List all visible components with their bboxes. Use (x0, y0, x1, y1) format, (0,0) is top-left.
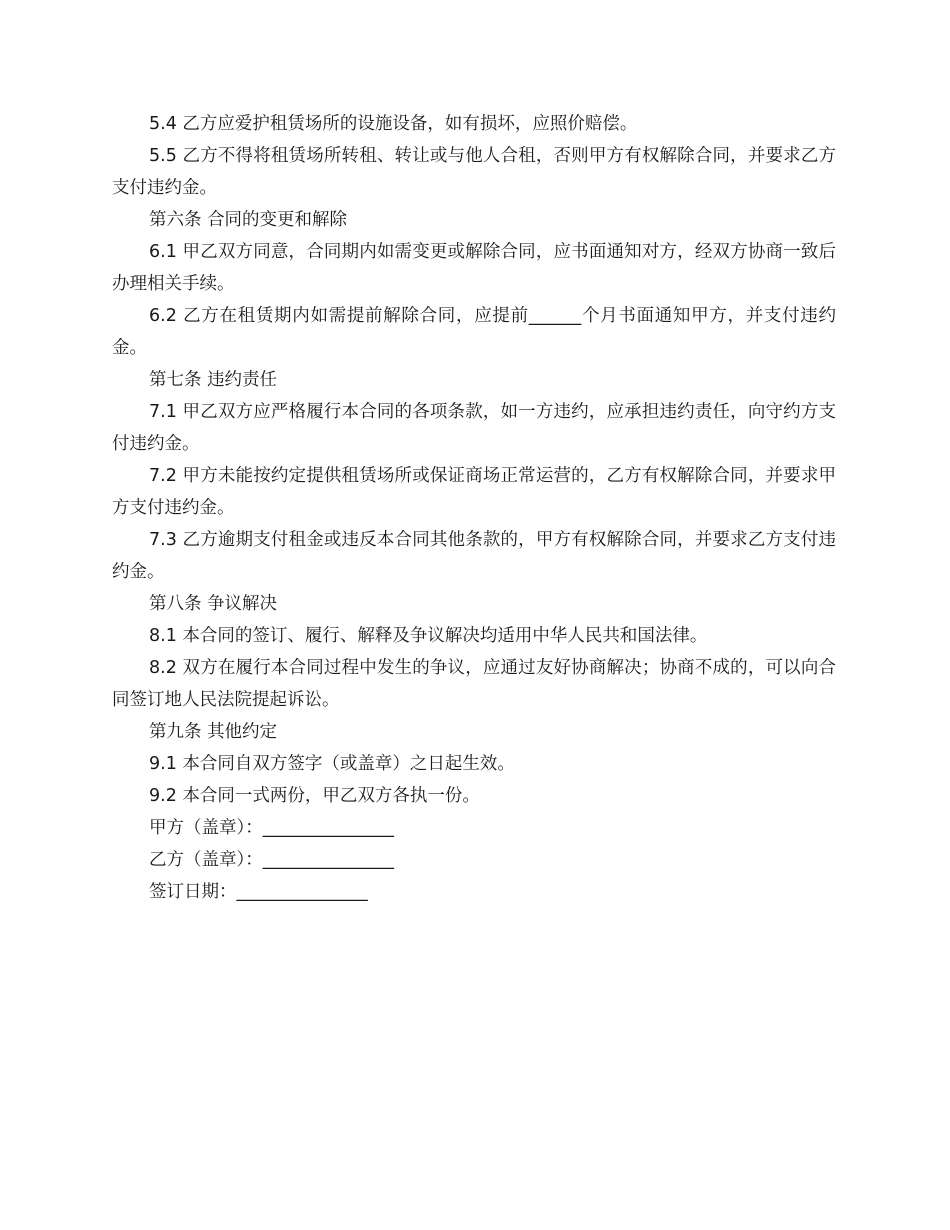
clause-8-1: 8.1 本合同的签订、履行、解释及争议解决均适用中华人民共和国法律。 (149, 626, 708, 646)
article-7-heading: 第七条 违约责任 (149, 370, 278, 390)
clause-5-5: 5.5 乙方不得将租赁场所转租、转让或与他人合租，否则甲方有权解除合同，并要求乙方支付违约金。 (112, 146, 836, 198)
clause-9-2: 9.2 本合同一式两份，甲乙双方各执一份。 (149, 786, 480, 806)
article-9-heading: 第九条 其他约定 (149, 722, 278, 742)
article-6-heading: 第六条 合同的变更和解除 (149, 210, 348, 230)
clause-7-1: 7.1 甲乙双方应严格履行本合同的各项条款，如一方违约，应承担违约责任，向守约方支付违约金。 (112, 402, 836, 454)
contract-body (112, 108, 836, 908)
clause-6-2: 6.2 乙方在租赁期内如需提前解除合同，应提前______个月书面通知甲方，并支付违约金。 (112, 306, 836, 358)
party-a-signature-line: 甲方（盖章）：_______________ (149, 818, 394, 838)
clause-6-1: 6.1 甲乙双方同意，合同期内如需变更或解除合同，应书面通知对方，经双方协商一致后办理相关手续。 (112, 242, 836, 294)
clause-9-1: 9.1 本合同自双方签字（或盖章）之日起生效。 (149, 754, 515, 774)
clause-7-2: 7.2 甲方未能按约定提供租赁场所或保证商场正常运营的，乙方有权解除合同，并要求甲方支付违约金。 (112, 466, 836, 518)
clause-7-3: 7.3 乙方逾期支付租金或违反本合同其他条款的，甲方有权解除合同，并要求乙方支付违约金。 (112, 530, 836, 582)
clause-8-2: 8.2 双方在履行本合同过程中发生的争议，应通过友好协商解决；协商不成的，可以向合同签订地人民法院提起诉讼。 (112, 658, 836, 710)
signing-date-line: 签订日期：_______________ (149, 882, 368, 902)
party-b-signature-line: 乙方（盖章）：_______________ (149, 850, 394, 870)
clause-5-4: 5.4 乙方应爱护租赁场所的设施设备，如有损坏，应照价赔偿。 (149, 114, 638, 134)
article-8-heading: 第八条 争议解决 (149, 594, 278, 614)
